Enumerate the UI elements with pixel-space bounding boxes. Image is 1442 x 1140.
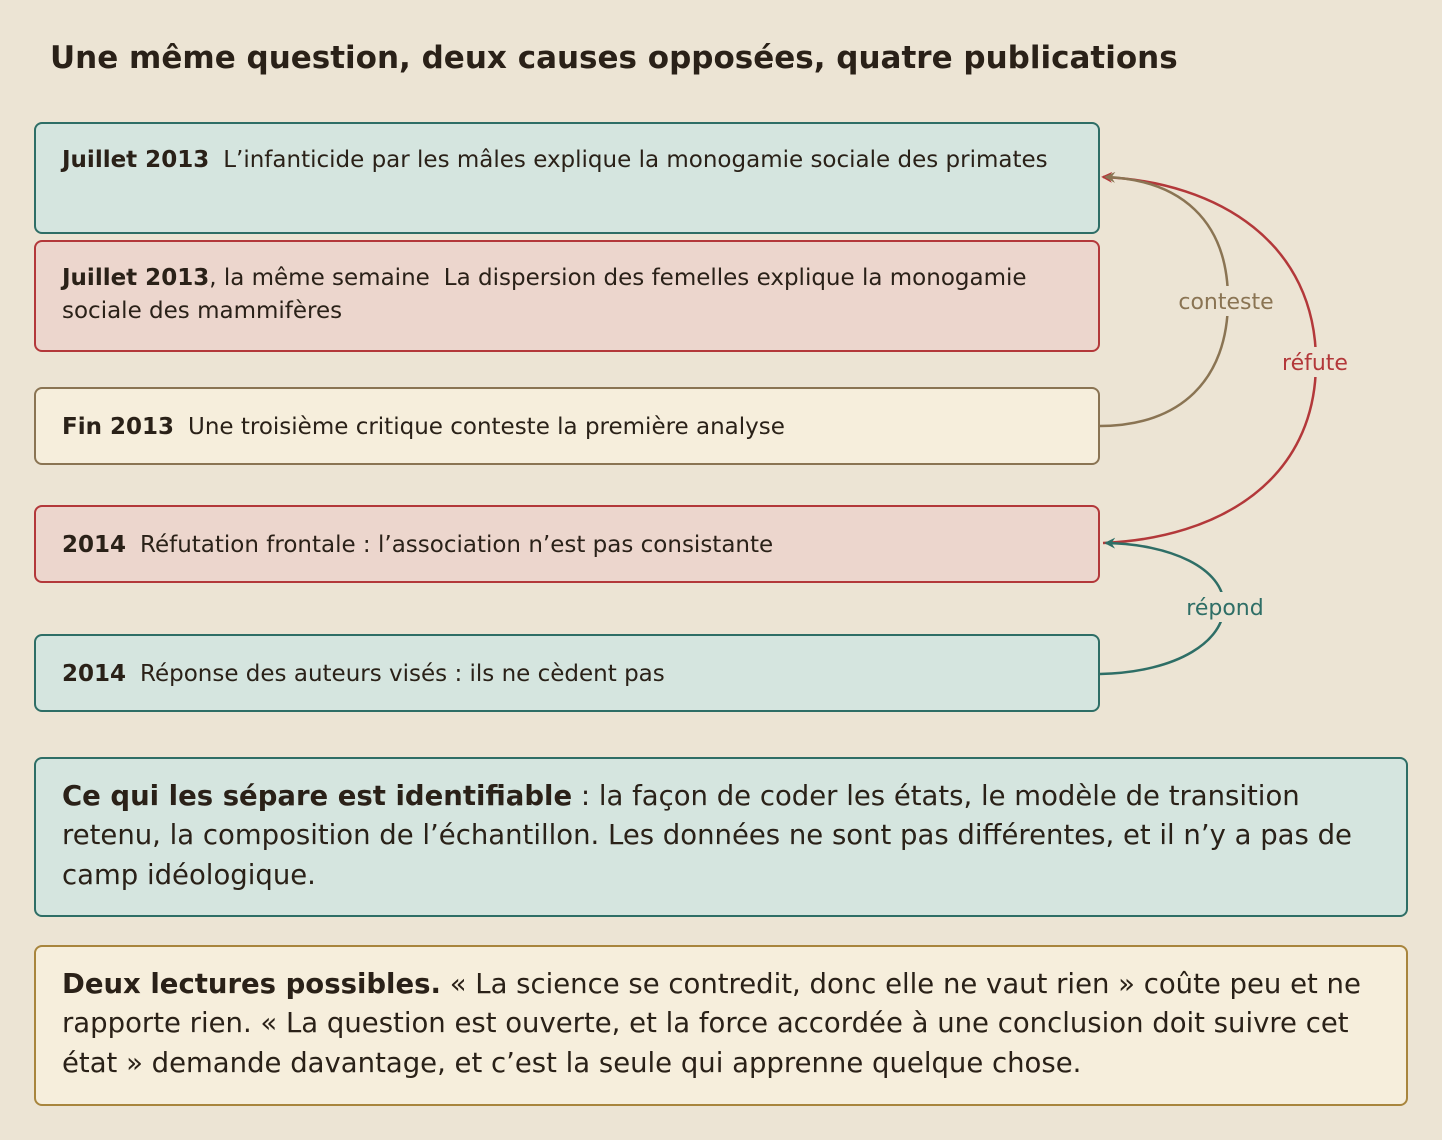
event-date: 2014 [62, 532, 127, 558]
event-qualifier: , la même semaine [209, 265, 430, 291]
event-text: La dispersion des femelles explique la monogamie sociale des mammifères [62, 265, 1027, 324]
note-text: « La science se contredit, donc elle ne vaut rien » coûte peu et ne rapporte rien. « La question est ouverte, et la force accordée à une conclusion doit suivre cet état » demande davantage, et c’est la seule qui apprenne quelque chose. [62, 968, 1361, 1079]
page-title: Une même question, deux causes opposées, quatre publications [50, 40, 1178, 76]
event-date: Juillet 2013 [62, 147, 210, 173]
event-text: Réponse des auteurs visés : ils ne cèdent pas [140, 661, 665, 687]
event-date: Juillet 2013 [62, 265, 210, 291]
note-text: : la façon de coder les états, le modèle de transition retenu, la composition de l’échantillon. Les données ne sont pas différentes, et il n’y a pas de camp idéologique. [62, 780, 1352, 891]
event-date: 2014 [62, 661, 127, 687]
event-text: Une troisième critique conteste la première analyse [188, 414, 785, 440]
label-repond: répond [1186, 596, 1264, 621]
note-separation [34, 757, 1408, 917]
event-date: Fin 2013 [62, 414, 174, 440]
label-refute: réfute [1282, 351, 1348, 376]
note-lead: Ce qui les sépare est identifiable [62, 780, 573, 812]
note-lectures [34, 945, 1408, 1106]
note-lead: Deux lectures possibles. [62, 968, 441, 1000]
event-text: Réfutation frontale : l’association n’est pas consistante [140, 532, 774, 558]
label-conteste: conteste [1178, 290, 1274, 315]
event-text: L’infanticide par les mâles explique la monogamie sociale des primates [223, 147, 1048, 173]
